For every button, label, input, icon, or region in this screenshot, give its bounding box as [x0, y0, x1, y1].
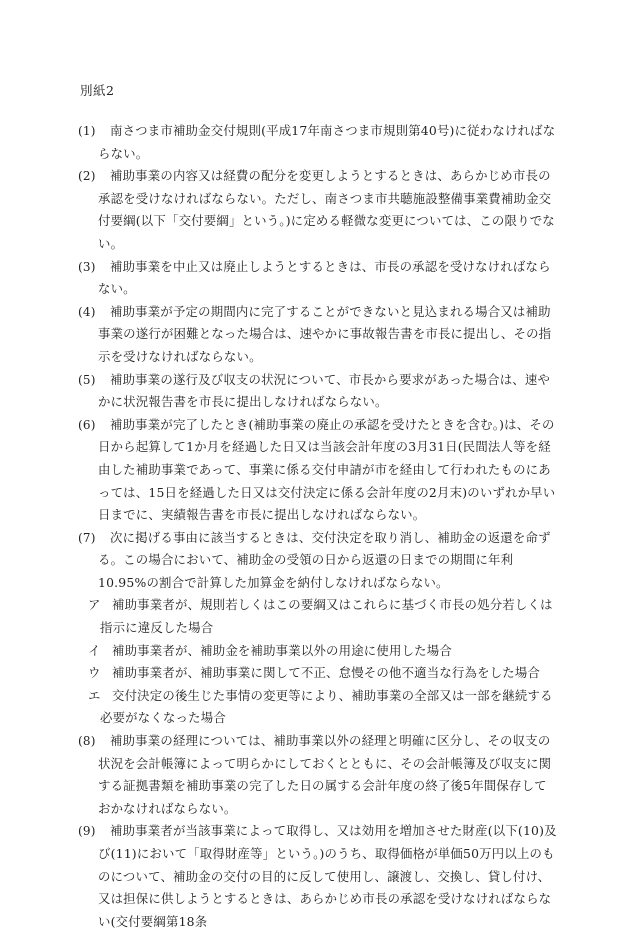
clause-text: 補助事業の経理については、補助事業以外の経理と明確に区分し、その収支の状況を会計帳簿によって明らかにしておくとともに、その会計帳簿及び収支に関する証拠書類を補助事業の完了した日の属する会計年度の終了後5年間保存しておかなければならない。 — [98, 733, 552, 816]
subclause-marker: エ — [88, 687, 101, 703]
subclause-marker: イ — [88, 642, 101, 658]
clause-text: 補助事業の内容又は経費の配分を変更しようとするときは、あらかじめ市長の承認を受けなければならない。ただし、南さつま市共聴施設整備事業費補助金交付要綱(以下「交付要綱」という。)に定める軽微な変更については、この限りでない。 — [98, 168, 555, 251]
document-title: 別紙2 — [80, 83, 115, 98]
subclause-a — [78, 594, 558, 639]
subclause-e — [78, 685, 558, 730]
clause-number: (7) — [78, 530, 96, 545]
clause-number: (3) — [78, 259, 96, 274]
clause-2 — [78, 165, 558, 255]
clause-8 — [78, 730, 558, 820]
subclause-i — [78, 640, 558, 663]
subclause-text: 補助事業者が、補助金を補助事業以外の用途に使用した場合 — [112, 642, 452, 658]
clause-text: 補助事業の遂行及び収支の状況について、市長から要求があった場合は、速やかに状況報告書を市長に提出しなければならない。 — [98, 371, 551, 410]
clause-number: (8) — [78, 734, 96, 749]
clause-3 — [78, 256, 558, 301]
clause-number: (4) — [78, 304, 96, 319]
clause-number: (9) — [78, 824, 96, 839]
clause-text: 次に掲げる事由に該当するときは、交付決定を取り消し、補助金の返還を命ずる。この場合において、補助金の受領の日から返還の日までの期間に年利10.95%の割合で計算した加算金を納付しなければならない。 — [98, 529, 551, 590]
clause-number: (6) — [78, 417, 96, 432]
clause-text: 補助事業者が当該事業によって取得し、又は効用を増加させた財産(以下(10)及び(11)において「取得財産等」という。)のうち、取得価格が単価50万円以上のものについて、補助金の交付の目的に反して使用し、譲渡し、交換し、貸し付け、又は担保に供しようとするときは、あらかじめ市長の承認を受けなければならない(交付要綱第18条 — [98, 823, 557, 929]
clause-4 — [78, 301, 558, 369]
clause-number: (5) — [78, 372, 96, 387]
clause-number: (2) — [78, 169, 96, 184]
clause-6 — [78, 414, 558, 527]
subclause-text: 補助事業者が、補助事業に関して不正、怠慢その他不適当な行為をした場合 — [112, 665, 541, 681]
subclause-text: 交付決定の後生じた事情の変更等により、補助事業の全部又は一部を継続する必要がなくなった場合 — [100, 687, 553, 726]
clause-text: 補助事業が完了したとき(補助事業の廃止の承認を受けたときを含む。)は、その日から起算して1か月を経過した日又は当該会計年度の3月31日(民間法人等を経由した補助事業であって、事業に係る交付申請が市を経由して行われたものにあっては、15日を経過した日又は交付決定に係る会計年度の2月末)のいずれか早い日までに、実績報告書を市長に提出しなければならない。 — [98, 416, 556, 523]
subclause-text: 補助事業者が、規則若しくはこの要綱又はこれらに基づく市長の処分若しくは指示に違反した場合 — [100, 597, 553, 636]
clause-text: 補助事業が予定の期間内に完了することができないと見込まれる場合又は補助事業の遂行が困難となった場合は、速やかに事故報告書を市長に提出し、その指示を受けなければならない。 — [98, 303, 552, 364]
clause-1 — [78, 120, 558, 165]
clause-number: (1) — [78, 124, 96, 138]
subclause-marker: ウ — [88, 665, 101, 681]
clause-text: 南さつま市補助金交付規則(平成17年南さつま市規則第40号)に従わなければならない。 — [98, 123, 556, 161]
clause-9 — [78, 820, 558, 933]
subclause-u — [78, 662, 558, 685]
clause-7 — [78, 527, 558, 595]
clause-text: 補助事業を中止又は廃止しようとするときは、市長の承認を受けなければならない。 — [98, 258, 551, 297]
document-body — [78, 120, 558, 933]
subclause-marker: ア — [88, 597, 101, 613]
clause-5 — [78, 369, 558, 414]
